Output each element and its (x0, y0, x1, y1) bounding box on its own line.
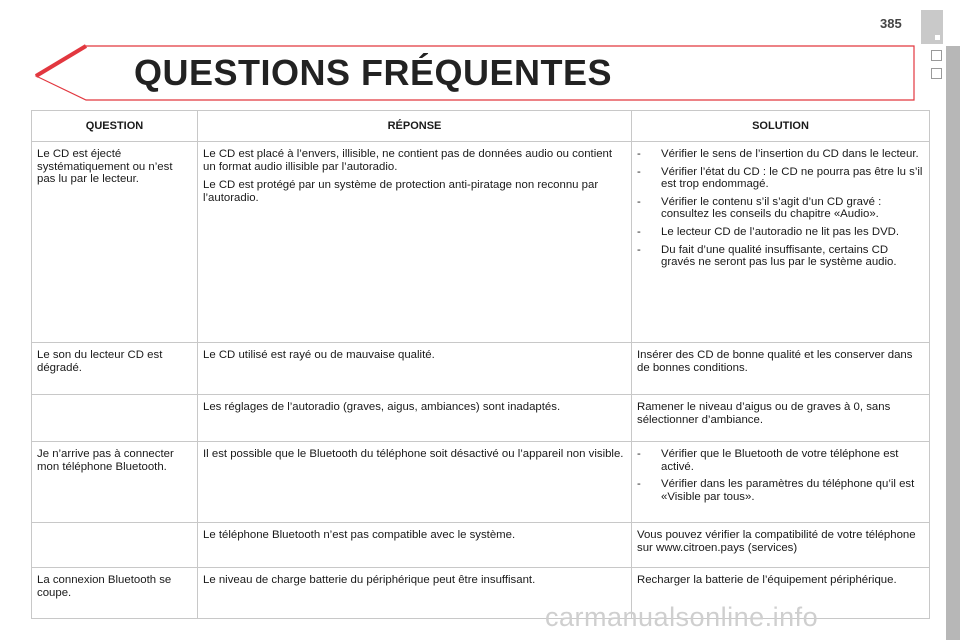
list-item: - Du fait d’une qualité insuffisante, certains CD gravés ne seront pas lus par le système audio. (637, 243, 897, 269)
list-item: - Vérifier le contenu s’il s’agit d’un CD gravé : consultez les conseils du chapitre «Audio». (637, 195, 882, 221)
solution-cell: Vous pouvez vérifier la compatibilité de votre téléphone sur www.citroen.pays (services) (632, 523, 930, 568)
table-row (32, 523, 930, 568)
solution-list (637, 148, 924, 269)
faq-table (31, 110, 930, 619)
solution-cell (632, 142, 930, 343)
table-row (32, 343, 930, 395)
response-cell (198, 142, 632, 343)
response-cell: Le CD utilisé est rayé ou de mauvaise qualité. (198, 343, 632, 395)
list-item: - Vérifier le sens de l’insertion du CD dans le lecteur. (637, 148, 919, 160)
table-header-row (32, 111, 930, 142)
question-cell: Le son du lecteur CD est dégradé. (32, 343, 198, 395)
nav-box-1[interactable] (931, 50, 942, 61)
solution-cell: Insérer des CD de bonne qualité et les conserver dans de bonnes conditions. (632, 343, 930, 395)
response-cell: Les réglages de l’autoradio (graves, aigus, ambiances) sont inadaptés. (198, 395, 632, 442)
page-tab (921, 10, 943, 44)
solution-cell: Recharger la batterie de l’équipement périphérique. (632, 568, 930, 619)
question-cell (32, 523, 198, 568)
list-item: - Vérifier dans les paramètres du téléphone qu’il est «Visible par tous». (637, 478, 915, 503)
table-row (32, 442, 930, 523)
table-row (32, 142, 930, 343)
side-strip (946, 46, 960, 640)
solution-cell (632, 442, 930, 523)
response-cell: Le niveau de charge batterie du périphérique peut être insuffisant. (198, 568, 632, 619)
table-row (32, 395, 930, 442)
question-cell (32, 395, 198, 442)
response-cell: Le téléphone Bluetooth n’est pas compatible avec le système. (198, 523, 632, 568)
list-item: - Vérifier l’état du CD : le CD ne pourra pas être lu s’il est trop endommagé. (637, 165, 923, 191)
list-item: - Vérifier que le Bluetooth de votre téléphone est activé. (637, 448, 899, 473)
solution-cell: Ramener le niveau d’aigus ou de graves à 0, sans sélectionner d’ambiance. (632, 395, 930, 442)
page-number: 385 (880, 16, 902, 31)
watermark: carmanualsonline.info (545, 602, 819, 632)
nav-box-2[interactable] (931, 68, 942, 79)
response-cell: Il est possible que le Bluetooth du téléphone soit désactivé ou l’appareil non visible. (198, 442, 632, 523)
header-question: QUESTION (32, 111, 198, 142)
question-cell: Je n’arrive pas à connecter mon téléphone Bluetooth. (32, 442, 198, 523)
header-response: RÉPONSE (198, 111, 632, 142)
solution-list (637, 448, 924, 503)
question-cell: La connexion Bluetooth se coupe. (32, 568, 198, 619)
header-solution: SOLUTION (632, 111, 930, 142)
list-item: - Le lecteur CD de l’autoradio ne lit pas les DVD. (637, 225, 900, 238)
question-cell: Le CD est éjecté systématiquement ou n’est pas lu par le lecteur. (32, 142, 198, 343)
response-text: Le CD est placé à l’envers, illisible, ne contient pas de données audio ou contient un format audio illisible par l’autoradio. (203, 148, 613, 173)
response-text: Le CD est protégé par un système de protection anti-piratage non reconnu par l’autoradio. (203, 179, 599, 204)
page-title: QUESTIONS FRÉQUENTES (134, 52, 613, 93)
